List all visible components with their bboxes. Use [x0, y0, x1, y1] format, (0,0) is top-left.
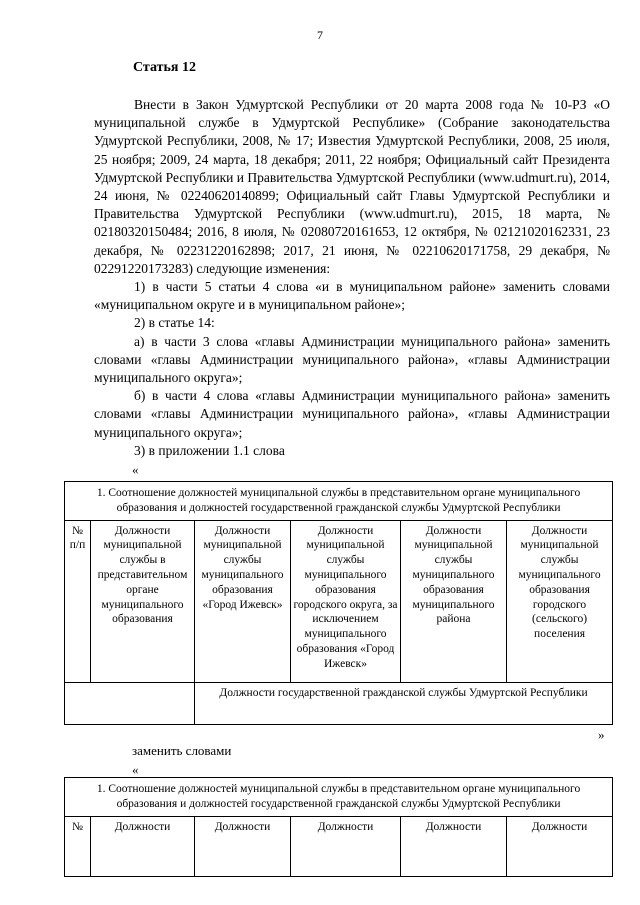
column-header-number: №: [65, 816, 91, 876]
replacement-positions-table: [64, 777, 613, 877]
column-header: Должности: [91, 816, 195, 876]
column-header-municipal-district: Должности муниципальной службы муниципального образования муниципального района: [401, 520, 507, 682]
column-header: Должности: [195, 816, 291, 876]
column-header: Должности: [291, 816, 401, 876]
item-2a-paragraph: а) в части 3 слова «главы Администрации муниципального района» заменить словами «главы Администрации муниципального района», «главы Администрации муниципального округа»;: [94, 333, 610, 386]
opening-quote: «: [132, 762, 139, 777]
state-service-positions-cell: Должности государственной гражданской службы Удмуртской Республики: [195, 682, 613, 724]
item-1-paragraph: 1) в части 5 статьи 4 слова «и в муниципальном районе» заменить словами «муниципальном округе и в муниципальном районе»;: [94, 279, 610, 313]
item-2b-paragraph: б) в части 4 слова «главы Администрации муниципального района» заменить словами «главы Администрации муниципального района», «главы Администрации муниципального округа»;: [94, 388, 610, 440]
column-header: Должности: [507, 816, 613, 876]
article-body: [94, 96, 610, 460]
column-header-number: № п/п: [65, 520, 91, 682]
replace-with-text: заменить словами: [132, 743, 232, 758]
column-header-izhevsk: Должности муниципальной службы муниципального образования «Город Ижевск»: [195, 520, 291, 682]
empty-cell: [65, 682, 195, 724]
column-header-city-district: Должности муниципальной службы муниципального образования городского округа, за исключением муниципального образования «Город Ижевск»: [291, 520, 401, 682]
table-title: 1. Соотношение должностей муниципальной службы в представительном органе муниципального образования и должностей государственной гражданской службы Удмуртской Республики: [65, 778, 613, 817]
intro-paragraph: Внести в Закон Удмуртской Республики от 20 марта 2008 года № 10-РЗ «О муниципальной службе в Удмуртской Республике» (Собрание законодательства Удмуртской Республики, 2008, № 17; Известия Удмуртской Республики, 2008, 25 июля, 25 ноября; 2009, 24 марта, 18 декабря; 2011, 22 ноября; Официальный сайт Президента Удмуртской Республики и Правительства Удмуртской Республики (www.udmurt.ru), 2014, 24 июня, № 02240620140899; Официальный сайт Главы Удмуртской Республики и Правительства Удмуртской Республики (www.udmurt.ru), 2015, 18 марта, № 02180320150484; 2016, 8 июля, № 02080720161653, 12 октября, № 02121020162331, 23 декабря, № 02231220162898; 2017, 21 июня, № 02210620171758, 29 декабря, № 02291220173283) следующие изменения:: [94, 97, 610, 276]
column-header: Должности: [401, 816, 507, 876]
item-3-paragraph: 3) в приложении 1.1 слова: [134, 442, 285, 458]
table-title: 1. Соотношение должностей муниципальной службы в представительном органе муниципального образования и должностей государственной гражданской службы Удмуртской Республики: [65, 482, 613, 521]
column-header-settlement: Должности муниципальной службы муниципального образования городского (сельского) поселения: [507, 520, 613, 682]
page-number: 7: [317, 28, 323, 42]
column-header-representative-body: Должности муниципальной службы в представительном органе муниципального образования: [91, 520, 195, 682]
opening-quote: «: [132, 462, 139, 477]
original-positions-table: [64, 481, 613, 725]
item-2-paragraph: 2) в статье 14:: [134, 315, 215, 331]
article-heading: Статья 12: [133, 60, 196, 75]
closing-quote: »: [598, 727, 605, 742]
